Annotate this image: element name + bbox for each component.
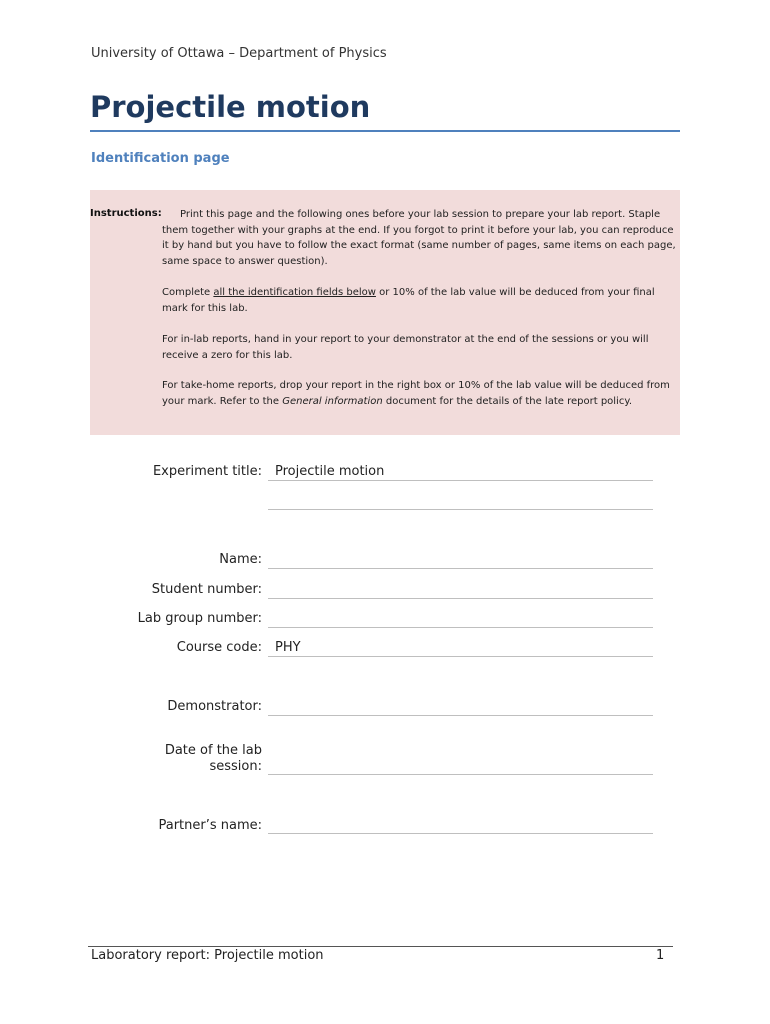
instructions-p4-end: document for the details of the late report policy. [382,395,633,407]
demonstrator-field[interactable] [268,715,653,716]
instructions-p2-start: Complete [162,287,214,298]
experiment-title-value[interactable]: Projectile motion [275,464,385,479]
lab-date-label-line-2: session: [209,759,262,774]
lab-date-label-line-1: Date of the lab [164,743,262,758]
name-label: Name: [219,552,262,567]
instructions-paragraph-2 [162,285,680,316]
footer-divider [88,946,673,947]
document-header: University of Ottawa – Department of Physics [91,46,387,61]
instructions-label: Instructions: [90,208,162,219]
lab-date-field[interactable] [268,774,653,775]
student-number-label: Student number: [151,582,262,597]
instructions-p2-underlined: all the identification fields below [213,287,376,298]
instructions-p2-end: or 10% of the lab value will be deduced from your final mark for this lab. [162,287,655,314]
lab-group-number-label: Lab group number: [137,611,262,626]
experiment-title-label: Experiment title: [152,464,262,479]
page-title: Projectile motion [90,90,371,124]
student-number-field[interactable] [268,598,653,599]
instructions-p4-italic: General information [282,395,383,407]
partner-name-label: Partner’s name: [158,818,262,833]
name-field[interactable] [268,568,653,569]
lab-date-label [92,743,262,775]
partner-name-field[interactable] [268,833,653,834]
section-subtitle: Identification page [91,151,230,166]
title-divider [90,130,680,132]
experiment-title-field[interactable] [268,480,653,481]
page-number: 1 [656,948,665,963]
course-code-label: Course code: [176,640,262,655]
experiment-title-field-line-2[interactable] [268,509,653,510]
instructions-paragraph-1: Print this page and the following ones before your lab session to prepare your lab report. Staple them together with your graphs at the end. If you forgot to print it before your lab, you can reproduce it by hand but you have to follow the exact format (same number of pages, same items on each page, same space to answer question). [162,209,676,267]
instructions-paragraph-4 [162,378,680,409]
footer-title: Laboratory report: Projectile motion [91,948,324,963]
instructions-paragraph-3: For in-lab reports, hand in your report to your demonstrator at the end of the sessions or you will receive a zero for this lab. [162,334,649,361]
instructions-box [90,190,680,435]
instructions-p4-start: For take-home reports, drop your report in the right box or 10% of the lab value will be deduced from your mark. Refer to the [162,380,670,407]
course-code-field[interactable] [268,656,653,657]
course-code-value[interactable]: PHY [275,640,301,655]
demonstrator-label: Demonstrator: [167,699,262,714]
lab-group-number-field[interactable] [268,627,653,628]
